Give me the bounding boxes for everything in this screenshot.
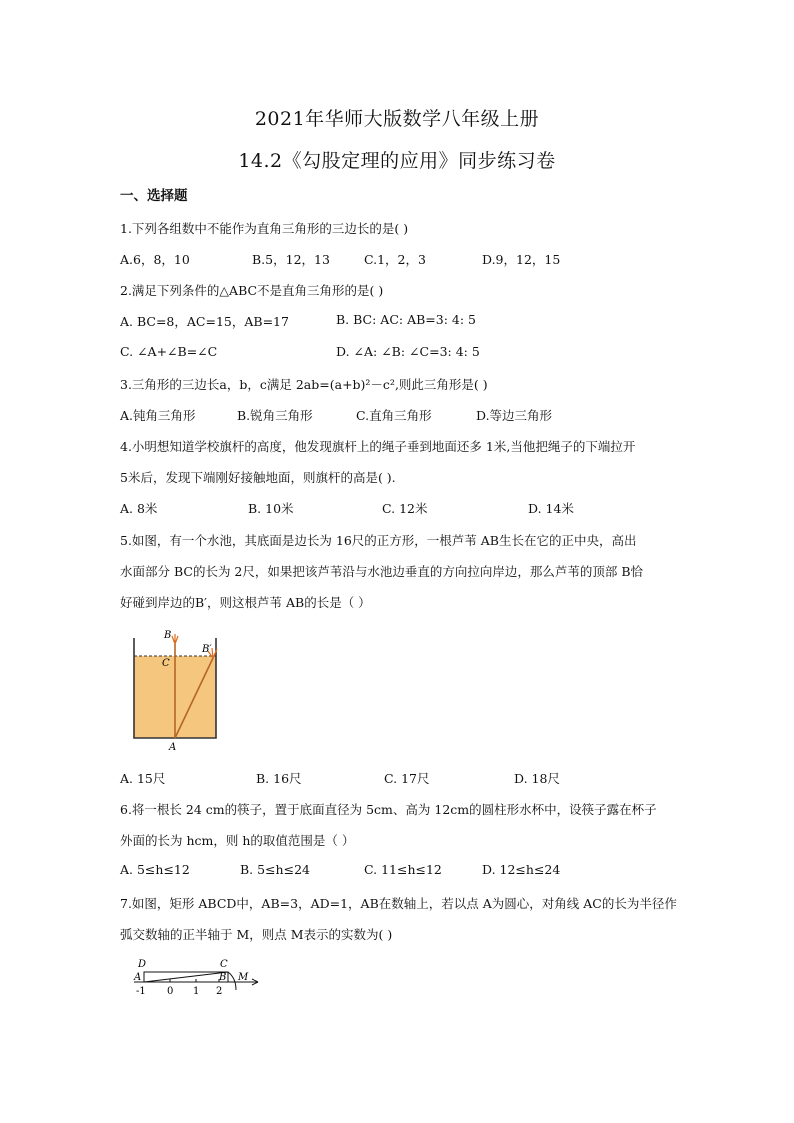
q5-option-d: D. 18尺 — [514, 771, 560, 786]
question-7-stem-line2: 弧交数轴的正半轴于 M，则点 M表示的实数为( ) — [120, 927, 393, 942]
tick-label: 0 — [167, 986, 174, 997]
label-a: A — [134, 972, 142, 983]
section-heading: 一、选择题 — [120, 188, 188, 204]
q4-option-b: B. 10米 — [248, 501, 294, 516]
question-6-stem-line2: 外面的长为 hcm，则 h的取值范围是（ ） — [120, 833, 355, 848]
label-c: C — [220, 959, 228, 970]
q2-option-d: D. ∠A: ∠B: ∠C=3: 4: 5 — [336, 344, 480, 359]
q4-option-d: D. 14米 — [528, 501, 574, 516]
q2-option-a: A. BC=8，AC=15，AB=17 — [120, 314, 289, 329]
document-title: 2021年华师大版数学八年级上册 — [254, 108, 540, 130]
question-1-stem: 1.下列各组数中不能作为直角三角形的三边长的是( ) — [120, 221, 409, 236]
q6-option-b: B. 5≤h≤24 — [240, 862, 310, 877]
question-4-stem-line1: 4.小明想知道学校旗杆的高度，他发现旗杆上的绳子垂到地面还多 1米,当他把绳子的下端拉开 — [120, 439, 636, 454]
arc-cm — [228, 972, 236, 990]
label-a: A — [169, 742, 177, 753]
q5-option-b: B. 16尺 — [256, 771, 302, 786]
label-d: D — [138, 959, 147, 970]
q4-option-a: A. 8米 — [120, 501, 158, 516]
q5-option-c: C. 17尺 — [384, 771, 430, 786]
diagonal-ac — [144, 972, 228, 982]
question-5-stem-line2: 水面部分 BC的长为 2尺，如果把该芦苇沿与水池边垂直的方向拉向岸边，那么芦苇的顶部 B恰 — [120, 564, 644, 579]
reed-tip-b — [172, 634, 178, 644]
q6-option-a: A. 5≤h≤12 — [120, 862, 190, 877]
question-5-stem-line3: 好碰到岸边的B′，则这根芦苇 AB的长是（ ） — [120, 595, 371, 610]
q1-option-b: B.5，12，13 — [252, 252, 330, 267]
question-7-stem-line1: 7.如图，矩形 ABCD中，AB=3，AD=1，AB在数轴上，若以点 A为圆心，对角线 AC的长为半径作 — [120, 896, 677, 911]
water-pool-figure — [120, 626, 240, 754]
tick-label: -1 — [136, 986, 146, 997]
q1-option-c: C.1，2，3 — [364, 252, 426, 267]
question-2-stem: 2.满足下列条件的△ABC不是直角三角形的是( ) — [120, 283, 384, 298]
label-c: C — [162, 658, 170, 669]
label-b: B — [219, 972, 227, 983]
label-m: M — [238, 972, 249, 983]
q4-option-c: C. 12米 — [382, 501, 428, 516]
q6-option-d: D. 12≤h≤24 — [482, 862, 561, 877]
q2-option-c: C. ∠A+∠B=∠C — [120, 344, 218, 359]
q6-option-c: C. 11≤h≤12 — [364, 862, 442, 877]
q3-option-b: B.锐角三角形 — [237, 408, 313, 423]
question-4-stem-line2: 5米后，发现下端刚好接触地面，则旗杆的高是( ). — [120, 470, 396, 485]
question-6-stem-line1: 6.将一根长 24 cm的筷子，置于底面直径为 5cm、高为 12cm的圆柱形水杯中，设筷子露在杯子 — [120, 802, 657, 817]
q5-option-a: A. 15尺 — [120, 771, 166, 786]
label-b: B — [164, 630, 172, 641]
q1-option-d: D.9，12，15 — [482, 252, 561, 267]
question-5-stem-line1: 5.如图，有一个水池，其底面是边长为 16尺的正方形，一根芦苇 AB生长在它的正中央，高出 — [120, 533, 637, 548]
q1-option-a: A.6，8，10 — [120, 252, 190, 267]
document-subtitle: 14.2《勾股定理的应用》同步练习卷 — [238, 150, 556, 172]
tick-label: 1 — [193, 986, 200, 997]
q3-option-c: C.直角三角形 — [356, 408, 432, 423]
question-3-stem: 3.三角形的三边长a，b，c满足 2ab=(a+b)²－c²,则此三角形是( ) — [120, 377, 488, 392]
tick-label: 2 — [216, 986, 223, 997]
q2-option-b: B. BC: AC: AB=3: 4: 5 — [336, 312, 476, 327]
q3-option-d: D.等边三角形 — [476, 408, 553, 423]
q3-option-a: A.钝角三角形 — [120, 408, 196, 423]
label-b-prime: B′ — [202, 644, 212, 655]
number-line-figure — [130, 952, 270, 1000]
